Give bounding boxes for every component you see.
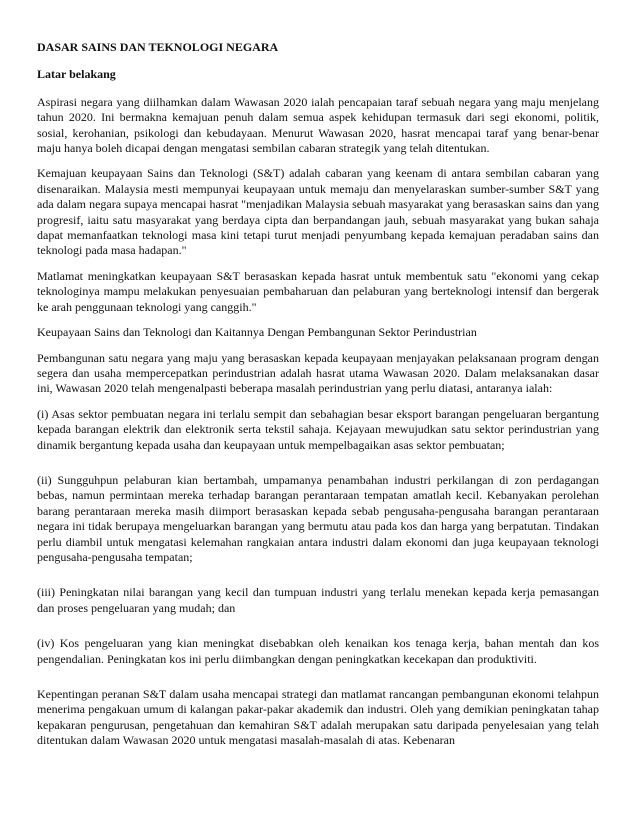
paragraph-matlamat: Matlamat meningkatkan keupayaan S&T berasaskan kepada hasrat untuk membentuk satu "ekonomi yang cekap teknologinya mampu melakukan penyesuaian pembaharuan dan pelaburan yang berteknologi intensif dan bergerak ke arah penggunaan teknologi yang canggih.": [37, 268, 599, 314]
document-title: DASAR SAINS DAN TEKNOLOGI NEGARA: [37, 40, 279, 54]
paragraph-aspirasi: Aspirasi negara yang diilhamkan dalam Wawasan 2020 ialah pencapaian taraf sebuah negara yang maju menjelang tahun 2020. Ini bermakna kemajuan penuh dalam semua aspek kehidupan termasuk dari segi ekonomi, politik, sosial, kerohanian, psikologi dan kebudayaan. Menurut Wawasan 2020, hasrat mencapai taraf yang benar-benar maju hanya boleh dicapai dengan mengatasi sembilan cabaran strategik yang telah ditentukan.: [37, 94, 599, 156]
section-heading-latar-belakang: Latar belakang: [37, 67, 116, 82]
document-page: [37, 40, 599, 759]
list-item-ii: (ii) Sungguhpun pelaburan kian bertambah, umpamanya penambahan industri perkilangan di zon perdagangan bebas, namun permintaan mereka terhadap barangan perantaraan tempatan amatlah kecil. Kebanyakan perolehan barang perantaraan mereka masih diimport berasaskan kepada sebab pengusaha-pengusaha barangan perantaraan negara ini tidak berupaya mengeluarkan barangan yang bermutu atau pada kos dan harga yang berpatutan. Tindakan perlu diambil untuk mengatasi kelemahan rangkaian antara industri dalam ekonomi dan juga keupayaan teknologi pengusaha-pengusaha tempatan;: [37, 472, 599, 564]
paragraph-pembangunan: Pembangunan satu negara yang maju yang berasaskan kepada keupayaan menjayakan pelaksanaan program dengan segera dan usaha mempercepatkan perindustrian adalah hasrat utama Wawasan 2020. Dalam melaksanakan dasar ini, Wawasan 2020 telah mengenalpasti beberapa masalah perindustrian yang perlu diatasi, antaranya ialah:: [37, 350, 599, 396]
list-item-i: (i) Asas sektor pembuatan negara ini terlalu sempit dan sebahagian besar eksport barangan pengeluaran bergantung kepada barangan elektrik dan elektronik serta tekstil sahaja. Kejayaan mewujudkan satu sektor perindustrian yang dinamik bergantung kepada usaha dan keupayaan untuk mempelbagaikan asas sektor pembuatan;: [37, 406, 599, 452]
list-item-iii: (iii) Peningkatan nilai barangan yang kecil dan tumpuan industri yang terlalu menekan kepada kerja pemasangan dan proses pengeluaran yang mudah; dan: [37, 585, 599, 615]
paragraph-kepentingan: Kepentingan peranan S&T dalam usaha mencapai strategi dan matlamat rancangan pembangunan ekonomi telahpun menerima pengakuan umum di kalangan pakar-pakar akademik dan industri. Oleh yang demikian peningkatan tahap kepakaran pengurusan, pengetahuan dan kemahiran S&T adalah merupakan satu daripada penyelesaian yang telah ditentukan dalam Wawasan 2020 untuk mengatasi masalah-masalah di atas. Kebenaran: [37, 687, 599, 748]
subheading-keupayaan-sains: Keupayaan Sains dan Teknologi dan Kaitannya Dengan Pembangunan Sektor Perindustrian: [37, 325, 477, 340]
list-item-iv: (iv) Kos pengeluaran yang kian meningkat disebabkan oleh kenaikan kos tenaga kerja, bahan mentah dan kos pengendalian. Peningkatan kos ini perlu diimbangkan dengan peningkatkan kecekapan dan produktiviti.: [37, 636, 599, 666]
paragraph-kemajuan-keupayaan: Kemajuan keupayaan Sains dan Teknologi (S&T) adalah cabaran yang keenam di antara sembilan cabaran yang disenaraikan. Malaysia mesti mempunyai keupayaan untuk memaju dan menyelaraskan sumber-sumber S&T yang ada dalam negara supaya mencapai hasrat "menjadikan Malaysia sebuah masyarakat yang berasaskan sains dan yang progresif, iaitu satu masyarakat yang berdaya cipta dan berpandangan jauh, sebuah masyarakat yang bukan sahaja dapat memanfaatkan teknologi masa kini tetapi turut menjadi penyumbang kepada kemajuan peradaban sains dan teknologi pada masa hadapan.": [37, 166, 599, 258]
